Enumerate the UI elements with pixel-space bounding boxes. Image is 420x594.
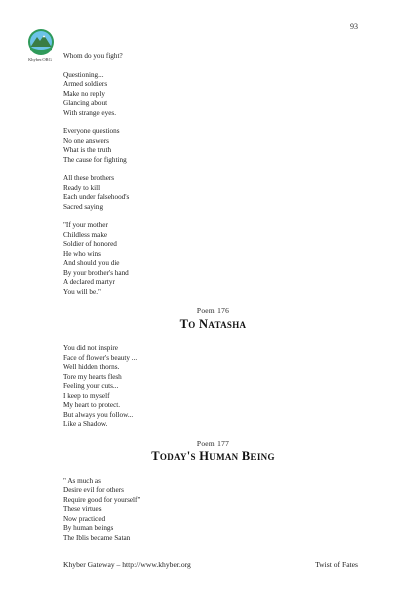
poem-line: Questioning... xyxy=(63,70,104,79)
poem-line: My heart to protect. xyxy=(63,401,121,409)
poem-line: You will be." xyxy=(63,287,101,296)
poem-line: By human beings xyxy=(63,524,114,532)
poem-line: The cause for fighting xyxy=(63,155,127,164)
poem-line: Desire evil for others xyxy=(63,486,124,494)
page-content xyxy=(63,52,363,552)
poem-line: But always you follow... xyxy=(63,410,134,419)
poem-line: Everyone questions xyxy=(63,127,120,135)
poem-177-body xyxy=(63,477,363,544)
poem-line: Each under falsehood's xyxy=(63,193,130,201)
page-number: 93 xyxy=(350,22,358,31)
footer-right-text: Twist of Fates xyxy=(315,560,358,569)
poem-line: Feeling your cuts... xyxy=(63,382,119,390)
poem-line: What is the truth xyxy=(63,146,112,154)
poem-line: Whom do you fight? xyxy=(63,52,123,60)
poem-line: Glancing about xyxy=(63,99,108,107)
logo-caption: Khyber.ORG xyxy=(28,57,52,62)
poem-line: With strange eyes. xyxy=(63,108,117,117)
poem-line: You did not inspire xyxy=(63,344,118,352)
poem-line: A declared martyr xyxy=(63,278,115,286)
mountain-logo-icon xyxy=(27,28,55,56)
poem-line: " As much as xyxy=(63,476,101,485)
poem-line: And should you die xyxy=(63,259,120,267)
poem-176-title-text: To Natasha xyxy=(179,316,247,331)
poem-line: No one answers xyxy=(63,136,109,145)
opening-stanza xyxy=(63,174,363,212)
opening-stanza xyxy=(63,71,363,119)
opening-stanza xyxy=(63,127,363,165)
poem-line: Armed soldiers xyxy=(63,80,108,88)
poem-line: These virtues xyxy=(63,505,102,513)
poem-line: Face of flower's beauty ... xyxy=(63,353,138,362)
khyber-logo xyxy=(24,28,58,62)
opening-poem xyxy=(63,52,363,297)
poem-line: Require good for yourself" xyxy=(63,495,141,504)
poem-177-title xyxy=(63,449,363,463)
poem-line: By your brother's hand xyxy=(63,268,129,277)
poem-line: Soldier of honored xyxy=(63,240,117,248)
poem-line: He who wins xyxy=(63,249,101,258)
footer-left-text: Khyber Gateway – http://www.khyber.org xyxy=(63,560,191,569)
poem-line: Make no reply xyxy=(63,89,105,98)
opening-stanza xyxy=(63,52,363,62)
poem-176-title xyxy=(63,316,363,331)
poem-line: Like a Shadow. xyxy=(63,420,108,428)
poem-177-number: Poem 177 xyxy=(196,438,230,448)
poem-line: Tore my hearts flesh xyxy=(63,372,122,381)
poem-176-body xyxy=(63,344,363,430)
poem-line: The Iblis became Satan xyxy=(63,533,131,542)
poem-line: I keep to myself xyxy=(63,391,110,400)
opening-stanza xyxy=(63,221,363,297)
poem-line: Childless make xyxy=(63,230,108,239)
poem-line: "If your mother xyxy=(63,221,108,229)
page-footer xyxy=(63,560,358,569)
poem-line: Now practiced xyxy=(63,514,106,523)
poem-line: Ready to kill xyxy=(63,183,101,192)
poem-line: Well hidden thorns. xyxy=(63,363,120,371)
poem-176-number: Poem 176 xyxy=(196,306,230,315)
poem-line: All these brothers xyxy=(63,174,115,182)
poem-177-title-text: Today's Human Being xyxy=(151,449,275,463)
poem-line: Sacred saying xyxy=(63,202,104,211)
